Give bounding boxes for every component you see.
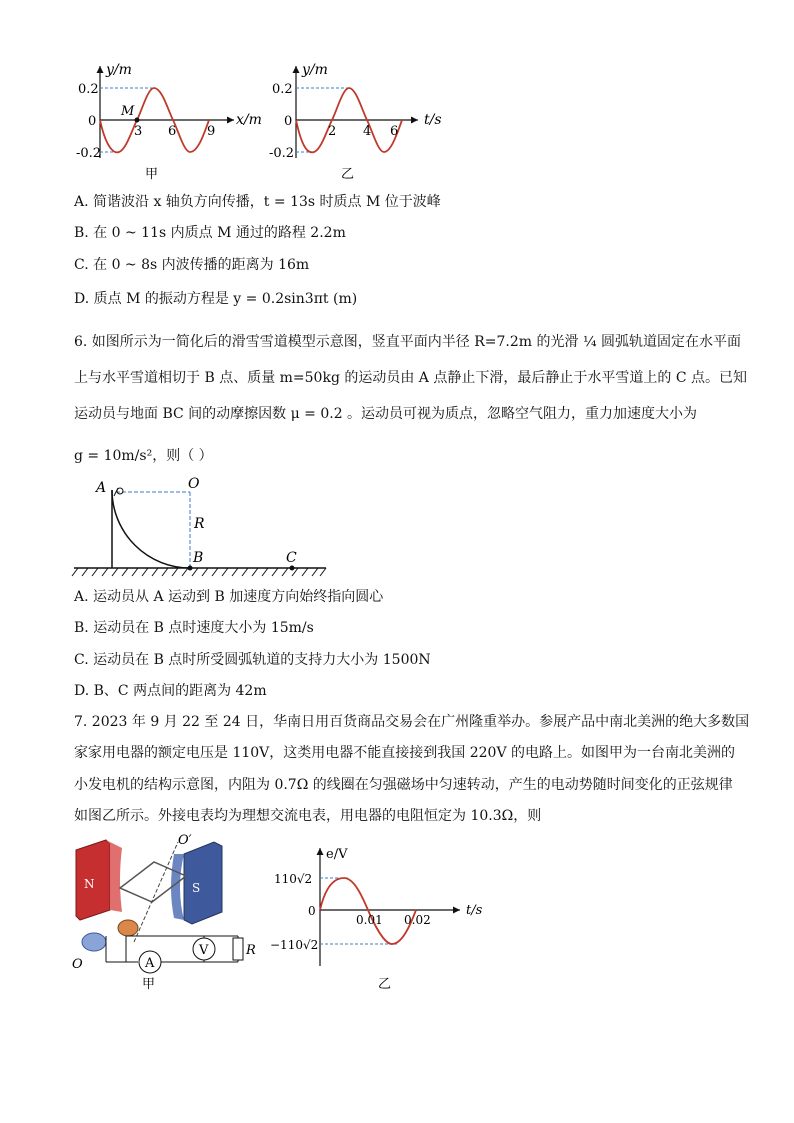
q6-stem-line-1: 6. 如图所示为一简化后的滑雪雪道模型示意图，竖直平面内半径 R=7.2m 的光滑 ¼ 圆弧轨道固定在水平面 [74,334,741,350]
tick-max: 0.2 [78,82,99,97]
point-c [290,566,295,571]
q7-stem-line-1: 7. 2023 年 9 月 22 至 24 日，华南日用百货商品交易会在广州隆重举办。参展产品中南北美洲的绝大多数国 [74,714,750,730]
caption-jia: 甲 [145,167,159,182]
origin: 0 [308,904,316,918]
wave-graph-yi [266,58,456,183]
q6-stem-line-2: 上与水平雪道相切于 B 点、质量 m=50kg 的运动员由 A 点静止下滑，最后静止于水平雪道上的 C 点。已知 [74,370,747,386]
label-a: A [96,480,107,496]
tick-t-1: 0.01 [356,913,383,927]
svg-text:N: N [84,877,95,891]
point-m-label: M [121,104,135,119]
svg-text:V: V [199,943,209,958]
tick-max: 0.2 [272,82,293,97]
q6-option-a[interactable]: A. 运动员从 A 运动到 B 加速度方向始终指向圆心 [74,589,384,605]
arc-track [112,490,190,568]
q6-stem-line-3: 运动员与地面 BC 间的动摩擦因数 μ = 0.2 。运动员可视为质点，忽略空气阻力，重力加速度大小为 [74,406,698,422]
q5-option-c[interactable]: C. 在 0 ~ 8s 内波传播的距离为 16m [74,257,310,273]
y-axis-label: y/m [106,62,132,78]
q7-stem-line-2: 家家用电器的额定电压是 110V，这类用电器不能直接接到我国 220V 的电路上。如图甲为一台南北美洲的 [74,745,736,761]
tick-t-2: 0.02 [404,913,431,927]
q6-option-d[interactable]: D. B、C 两点间的距离为 42m [74,683,267,699]
generator-diagram [66,832,256,992]
q6-option-b[interactable]: B. 运动员在 B 点时速度大小为 15m/s [74,620,314,636]
emf-curve [320,878,416,944]
x-axis-label: x/m [236,112,262,128]
tick-t-2: 4 [363,124,372,139]
tick-x-2: 6 [168,124,177,139]
label-r: R [194,516,205,532]
point-b [188,566,193,571]
slip-ring [118,920,138,936]
point-m [135,118,140,123]
svg-text:O: O [72,957,83,972]
ski-track-diagram [70,474,335,582]
q6-option-c[interactable]: C. 运动员在 B 点时所受圆弧轨道的支持力大小为 1500N [74,652,431,668]
tick-max: 110√2 [274,872,313,886]
q5-option-a[interactable]: A. 简谐波沿 x 轴负方向传播，t = 13s 时质点 M 位于波峰 [74,194,441,210]
emf-graph-yi [270,840,490,992]
magnet-s [184,842,222,924]
x-axis-label: t/s [466,903,483,918]
y-axis-label: e/V [326,847,348,862]
svg-text:R: R [246,943,256,958]
q5-option-d[interactable]: D. 质点 M 的振动方程是 y = 0.2sin3πt (m) [74,291,358,307]
label-c: C [286,550,297,566]
y-axis-label: y/m [302,62,328,78]
q5-option-b[interactable]: B. 在 0 ~ 11s 内质点 M 通过的路程 2.2m [74,225,346,241]
q6-stem-line-4: g = 10m/s²，则（ ） [74,448,213,464]
x-axis-label: t/s [424,112,442,128]
tick-min: -0.2 [76,146,102,161]
svg-text:S: S [192,881,201,895]
resistor [233,938,243,960]
label-o: O [188,476,200,492]
tick-x-1: 3 [134,124,143,139]
svg-text:A: A [145,956,155,971]
tick-t-3: 6 [390,124,399,139]
origin: 0 [88,114,97,129]
caption-yi: 乙 [341,167,355,182]
origin: 0 [284,114,293,129]
tick-x-3: 9 [207,124,216,139]
wave-graph-jia [76,58,276,183]
tick-t-1: 2 [328,124,337,139]
caption-yi: 乙 [378,977,392,992]
q7-stem-line-4: 如图乙所示。外接电表均为理想交流电表，用电器的电阻恒定为 10.3Ω，则 [74,808,542,824]
q7-stem-line-3: 小发电机的结构示意图，内阻为 0.7Ω 的线圈在匀强磁场中匀速转动，产生的电动势随时间变化的正弦规律 [74,777,733,793]
svg-text:O′: O′ [178,833,192,848]
tick-min: -0.2 [269,146,295,161]
label-b: B [193,550,204,566]
caption-jia: 甲 [142,977,156,992]
tick-min: −110√2 [270,938,319,952]
